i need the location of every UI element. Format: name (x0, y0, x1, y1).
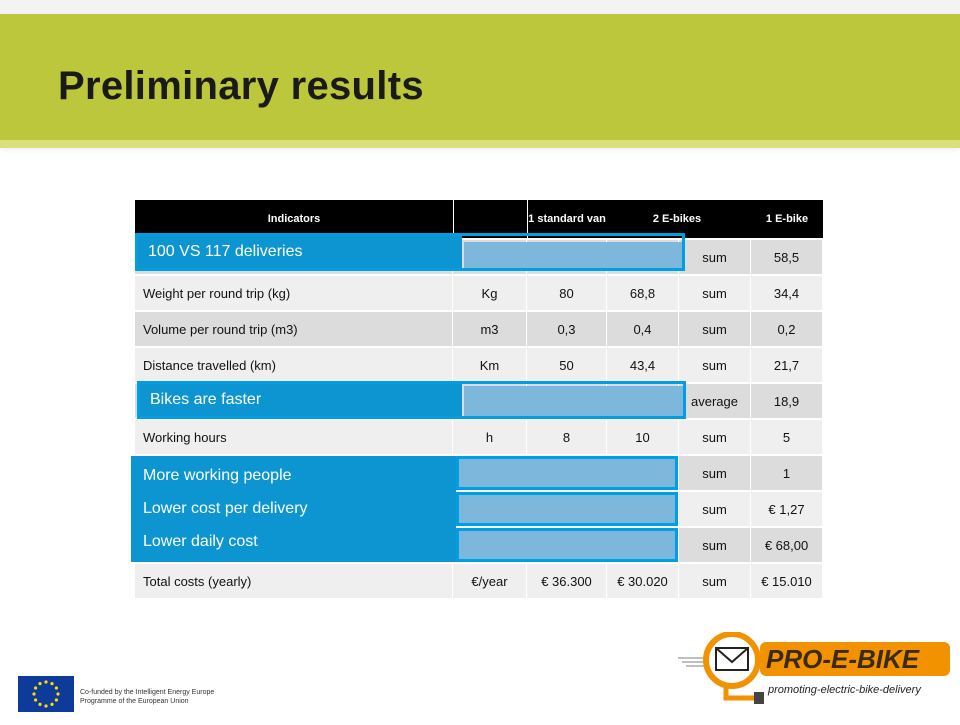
cell-ebikes2: 43,4 (607, 348, 679, 382)
table-row (135, 348, 823, 382)
header-van: 1 standard van (528, 213, 606, 225)
cell-method: sum (679, 564, 751, 598)
table-row (135, 276, 823, 310)
callout-daily-cost: Lower daily cost (143, 532, 258, 550)
callout-box-people (456, 456, 678, 490)
callout-cost-delivery: Lower cost per delivery (143, 499, 308, 517)
table-row (135, 420, 823, 454)
cell-unit: Km (453, 348, 527, 382)
cell-method: sum (679, 528, 751, 562)
cell-ebike1: 21,7 (751, 348, 823, 382)
cell-method: sum (679, 348, 751, 382)
cell-ebike1: € 1,27 (751, 492, 823, 526)
callout-faster: Bikes are faster (140, 384, 462, 416)
cell-ebike1: 0,2 (751, 312, 823, 346)
cell-ebikes2: 68,8 (607, 276, 679, 310)
cell-ebike1: € 68,00 (751, 528, 823, 562)
cell-van: 50 (527, 348, 607, 382)
header-2ebikes: 2 E-bikes (652, 213, 702, 225)
cell-method: sum (679, 456, 751, 490)
eu-flag-icon (18, 676, 74, 712)
cell-indicator: Distance travelled (km) (135, 348, 453, 382)
cell-indicator: Total costs (yearly) (135, 564, 453, 598)
cell-ebike1: € 15.010 (751, 564, 823, 598)
eu-funding-text: Co-funded by the Intelligent Energy Europe Programme of the European Union (80, 689, 215, 705)
pro-e-bike-logo (676, 632, 960, 720)
cell-unit: m3 (453, 312, 527, 346)
top-strip (0, 0, 960, 14)
cell-indicator: Working hours (135, 420, 453, 454)
cell-ebikes2: 0,4 (607, 312, 679, 346)
cell-indicator: Volume per round trip (m3) (135, 312, 453, 346)
cell-van: 0,3 (527, 312, 607, 346)
cell-van: 8 (527, 420, 607, 454)
cell-method: sum (679, 492, 751, 526)
callout-box-daily (456, 528, 678, 562)
cell-method: sum (679, 312, 751, 346)
callout-people: More working people (143, 467, 292, 485)
cell-method: sum (679, 240, 751, 274)
cell-van: € 36.300 (527, 564, 607, 598)
table-row (135, 564, 823, 598)
cell-method: sum (679, 420, 751, 454)
callout-deliveries: 100 VS 117 deliveries (138, 236, 462, 268)
cell-method: average (679, 384, 751, 418)
cell-unit: h (453, 420, 527, 454)
cell-unit: Kg (453, 276, 527, 310)
logo-tagline: promoting-electric-bike-delivery (768, 684, 921, 696)
cell-ebikes2: € 30.020 (607, 564, 679, 598)
logo-name: PRO-E-BIKE (766, 644, 920, 674)
table-row (135, 312, 823, 346)
cell-indicator: Weight per round trip (kg) (135, 276, 453, 310)
header-indicators: Indicators (267, 213, 321, 225)
cell-van: 80 (527, 276, 607, 310)
cell-unit: €/year (453, 564, 527, 598)
callout-box-cost (456, 492, 678, 526)
cell-method: sum (679, 276, 751, 310)
cell-ebike1: 5 (751, 420, 823, 454)
slide-title: Preliminary results (58, 64, 424, 108)
cell-ebike1: 1 (751, 456, 823, 490)
cell-ebike1: 58,5 (751, 240, 823, 274)
cell-ebike1: 34,4 (751, 276, 823, 310)
cell-ebike1: 18,9 (751, 384, 823, 418)
cell-ebikes2: 10 (607, 420, 679, 454)
callout-group-costs (131, 456, 456, 562)
header-1ebike: 1 E-bike (765, 213, 809, 225)
